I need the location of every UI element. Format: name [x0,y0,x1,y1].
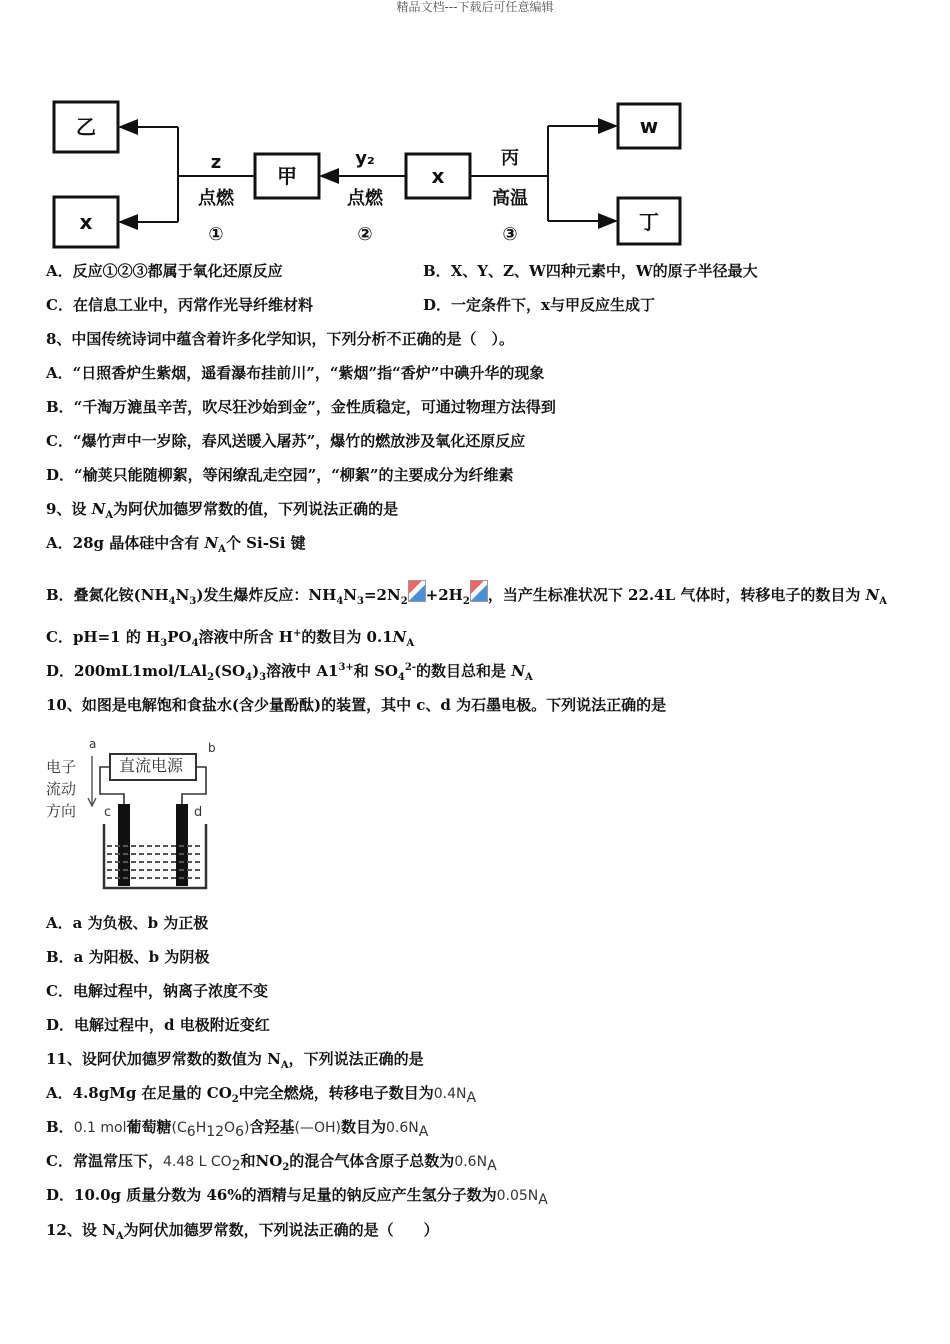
reaction-flow-diagram [40,90,700,255]
cond-mid-reagent: y₂ [355,148,375,169]
q7-option-b: B．X、Y、Z、W四种元素中，W的原子半径最大 [423,262,758,280]
box-jia: 甲 [277,164,297,188]
q10-option-a: A．a 为负极、b 为正极 [46,914,209,932]
cond-right-num: ③ [502,224,518,245]
box-yi: 乙 [76,115,96,139]
electrode-c: c [104,805,112,820]
q11-option-d: D．10.0g 质量分数为 46%的酒精与足量的钠反应产生氢分子数为$0.05N_A$ [46,1186,548,1208]
box-w: w [639,114,659,138]
side-label-2: 流动 [46,780,77,798]
box-x-mid: x [431,164,445,188]
q8-option-d: D．“榆荚只能随柳絮，等闲缭乱走空园”，“柳絮”的主要成分为纤维素 [46,466,514,484]
q10-stem: 10、如图是电解饱和食盐水(含少量酚酞)的装置，其中 c、d 为石墨电极。下列说法正确的是 [46,696,667,714]
terminal-a: a [89,737,97,751]
q9-option-a: A．28g 晶体硅中含有 $N_A$个 Si-Si 键 [46,534,306,555]
q7-option-c: C．在信息工业中，丙常作光导纤维材料 D．一定条件下，x与甲反应生成丁 [46,296,655,314]
q12-stem: 12、设 $N_A$为阿伏加德罗常数，下列说法正确的是（ ） [46,1221,439,1242]
q10-option-b: B．a 为阳极、b 为阴极 [46,948,210,966]
page-header: 精品文档---下载后可任意编辑 [396,0,554,14]
power-supply-label: 直流电源 [119,756,184,775]
box-x-left: x [79,210,93,234]
side-label-3: 方向 [46,802,77,820]
broken-image-icon [408,580,426,602]
terminal-b: b [208,741,216,755]
broken-image-icon [470,580,488,602]
q11-option-c: C．常温常压下，4.48 L $CO_2$和$NO_2$的混合气体含原子总数为$0.6N_A$ [46,1152,497,1174]
q11-option-b: B．0.1 mol葡萄糖$(C_6H_{12}O_6)$含羟基(—OH)数目为$0.6N_A$ [46,1118,429,1140]
cond-left-type: 点燃 [198,188,234,209]
q9-stem: 9、设 $N_A$为阿伏加德罗常数的值，下列说法正确的是 [46,500,399,521]
q10-option-d: D．电解过程中，d 电极附近变红 [46,1016,270,1034]
cond-right-reagent: 丙 [501,148,519,169]
q8-option-a: A．“日照香炉生紫烟，遥看瀑布挂前川”，“紫烟”指“香炉”中碘升华的现象 [46,364,545,382]
cond-right-type: 高温 [492,188,528,209]
side-label-1: 电子 [46,758,77,776]
q11-stem: 11、设阿伏加德罗常数的数值为 $N_A$，下列说法正确的是 [46,1050,424,1071]
q8-option-b: B．“千淘万漉虽辛苦，吹尽狂沙始到金”，金性质稳定，可通过物理方法得到 [46,398,556,416]
q8-stem: 8、中国传统诗词中蕴含着许多化学知识，下列分析不正确的是（ ）。 [46,330,514,348]
cond-mid-num: ② [357,224,373,245]
q9-option-b: B．叠氮化铵$(NH_4N_3)$发生爆炸反应：$NH_4N_3=2N_2 +2H_2$ ，当产生标准状况下 22.4L 气体时，转移电子的数目为 $N_A$ [46,580,887,605]
q7-option-d: D．一定条件下，x与甲反应生成丁 [423,296,655,314]
cond-left-reagent: z [210,152,222,173]
cond-mid-type: 点燃 [347,188,383,209]
q10-option-c: C．电解过程中，钠离子浓度不变 [46,982,268,1000]
cond-left-num: ① [208,224,224,245]
q7-option-a: A．反应①②③都属于氧化还原反应 B．X、Y、Z、W四种元素中，W的原子半径最大 [46,262,758,280]
q9-option-d: D．$200mL1mol/LAl_2(SO_4)_3$溶液中 $A1^{3+}$和 $SO_4^{2-}$的数目总和是 $N_A$ [46,662,533,683]
q9-option-c: C．pH=1 的 $H_3PO_4$溶液中所含 H+的数目为 $0.1N_A$ [46,628,415,649]
q11-option-a: A．4.8gMg 在足量的 $CO_2$中完全燃烧，转移电子数目为$0.4N_A$ [46,1084,477,1106]
electrolysis-cell-diagram [44,734,224,892]
q8-option-c: C．“爆竹声中一岁除，春风送暖入屠苏”，爆竹的燃放涉及氧化还原反应 [46,432,526,450]
electrode-d: d [194,805,203,820]
box-ding: 丁 [639,210,659,234]
